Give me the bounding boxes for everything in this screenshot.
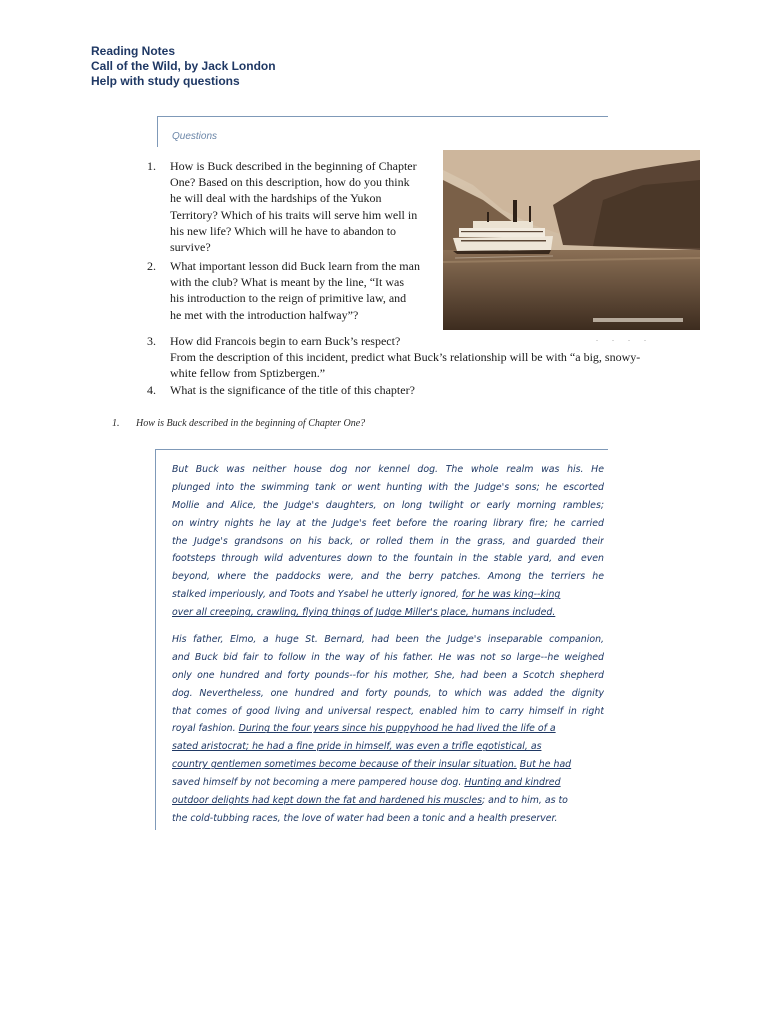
question-line: he met with the introduction halfway”? bbox=[170, 307, 359, 322]
quote-text: saved himself by not becoming a mere pampered house dog. bbox=[172, 777, 462, 789]
question-number: 4. bbox=[147, 383, 156, 397]
header-subtitle: Help with study questions bbox=[91, 74, 240, 88]
underlined-text: country gentlemen sometimes become because of their insular situation. bbox=[172, 759, 517, 771]
quote-line bbox=[172, 774, 604, 792]
photo-dots: . . . . bbox=[596, 334, 652, 343]
question-line: From the description of this incident, predict what Buck’s relationship will be with “a big, snowy- bbox=[170, 350, 641, 365]
quote-paragraph-1 bbox=[172, 461, 604, 622]
quote-line: the Judge's grandsons on his back, or rolled them in the grass, and guarded their bbox=[172, 535, 604, 547]
quote-line: plunged into the swimming tank or went hunting with the Judge's sons; he escorted bbox=[172, 481, 604, 493]
quote-paragraph-2 bbox=[172, 631, 604, 828]
question-line: How did Francois begin to earn Buck’s respect? bbox=[170, 334, 401, 348]
document-header bbox=[91, 44, 491, 89]
header-book: Call of the Wild, by Jack London bbox=[91, 59, 276, 73]
question-line: How is Buck described in the beginning of Chapter bbox=[170, 159, 417, 173]
question-line: What is the significance of the title of this chapter? bbox=[170, 383, 415, 397]
quote-line: beyond, where the paddocks were, and the berry patches. Among the terriers he bbox=[172, 571, 604, 583]
section-title: How is Buck described in the beginning of Chapter One? bbox=[136, 418, 366, 429]
quote-line bbox=[172, 792, 604, 810]
question-line: he will deal with the hardships of the Yukon bbox=[170, 191, 382, 206]
quote-line: footsteps through wild adventures down to the fountain in the stable yard, and even bbox=[172, 553, 604, 565]
quote-line: that comes of good living and universal respect, enabled him to carry himself in right bbox=[172, 705, 604, 717]
quote-line: and Buck bid fair to follow in the way of his father. He was not so large--he weighed bbox=[172, 651, 604, 663]
question-line: One? Based on this description, how do you think bbox=[170, 175, 410, 190]
quote-text: royal fashion. bbox=[172, 723, 236, 735]
question-number: 2. bbox=[147, 259, 156, 273]
underlined-text: for he was king--king bbox=[461, 589, 561, 601]
quote-line: But Buck was neither house dog nor kennel dog. The whole realm was his. He bbox=[172, 464, 604, 475]
quote-line bbox=[172, 604, 604, 622]
underlined-text: sated aristocrat; he had a fine pride in himself, was even a trifle egotistical, as bbox=[172, 741, 542, 753]
quote-line: His father, Elmo, a huge St. Bernard, had been the Judge's inseparable companion, bbox=[172, 634, 604, 645]
quote-line bbox=[172, 756, 604, 774]
questions-label: Questions bbox=[172, 131, 218, 142]
question-number: 1. bbox=[147, 159, 156, 173]
quote-line: the cold-tubbing races, the love of water had been a tonic and a health preserver. bbox=[172, 812, 558, 824]
question-number: 3. bbox=[147, 334, 156, 348]
quote-text: stalked imperiously, and Toots and Ysabel he utterly ignored, bbox=[172, 589, 459, 601]
underlined-text: over all creeping, crawling, flying things of Judge Miller's place, humans included. bbox=[172, 607, 556, 619]
quote-line: on wintry nights he lay at the Judge's feet before the roaring library fire; he carried bbox=[172, 517, 604, 529]
header-title: Reading Notes bbox=[91, 44, 176, 58]
underlined-text: outdoor delights had kept down the fat and hardened his muscles bbox=[172, 795, 483, 807]
underlined-text: But he had bbox=[519, 759, 572, 771]
question-line: What important lesson did Buck learn from the man bbox=[170, 259, 420, 273]
underlined-text: During the four years since his puppyhood he had lived the life of a bbox=[238, 723, 556, 735]
quote-line bbox=[172, 720, 604, 738]
quote-text: ; and to him, as to bbox=[482, 795, 568, 807]
section-heading bbox=[112, 418, 365, 429]
steamboat-photo bbox=[443, 150, 700, 330]
questions-box bbox=[157, 116, 608, 147]
underlined-text: Hunting and kindred bbox=[464, 777, 561, 789]
question-line: survive? bbox=[170, 240, 211, 255]
question-line: with the club? What is meant by the line, “It was bbox=[170, 275, 405, 290]
quote-line: only one hundred and forty pounds--for his mother, She, had been a Scotch shepherd bbox=[172, 669, 604, 681]
quote-line: Mollie and Alice, the Judge's daughters, on long twilight or early morning rambles; bbox=[172, 499, 604, 511]
question-line: his new life? Which will he have to abandon to bbox=[170, 223, 397, 238]
section-number: 1. bbox=[112, 418, 120, 429]
steamboat-illustration bbox=[443, 150, 700, 330]
quote-line: dog. Nevertheless, one hundred and forty pounds, to which was added the dignity bbox=[172, 687, 604, 699]
question-line: white fellow from Sptizbergen.” bbox=[170, 366, 326, 381]
question-line: his introduction to the reign of primitive law, and bbox=[170, 291, 407, 306]
quote-line bbox=[172, 586, 604, 604]
question-line: Territory? Which of his traits will serve him well in bbox=[170, 207, 418, 222]
